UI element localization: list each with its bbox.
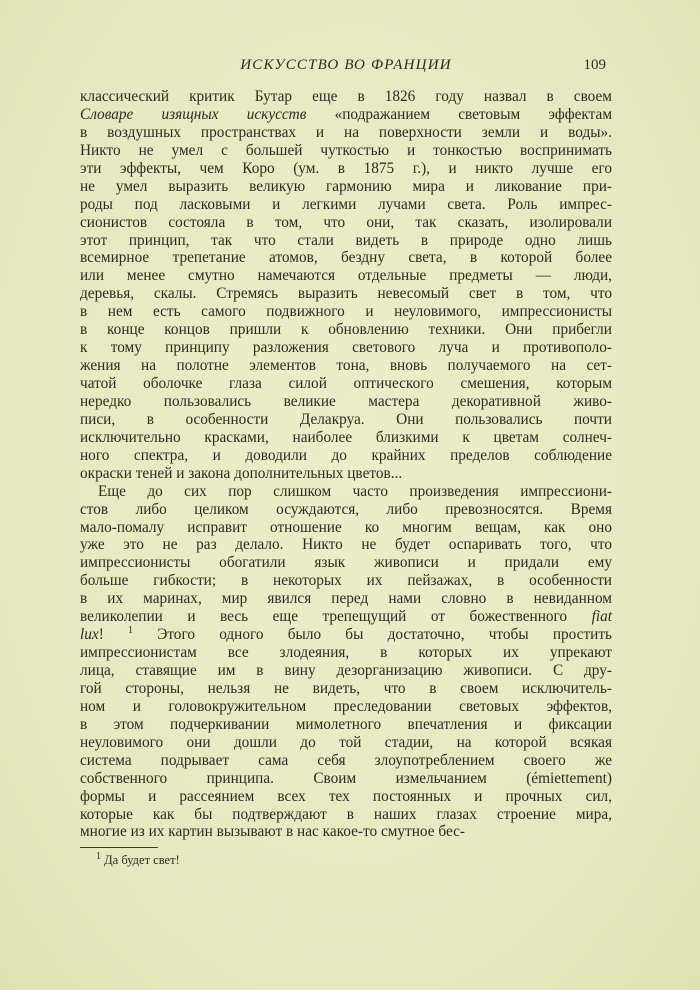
text-line <box>80 285 612 303</box>
text-line <box>80 393 612 411</box>
page-number: 109 <box>583 57 606 73</box>
text-segment: деревья, скалы. Стремясь выразить невесомый свет в том, что <box>80 285 612 303</box>
text-line <box>80 626 612 644</box>
text-line <box>80 806 612 824</box>
text-segment: великолепии и весь еще трепещущий от божественного <box>80 608 592 626</box>
text-line <box>80 716 612 734</box>
text-segment: классический критик Бутар еще в 1826 году назвал в своем <box>80 88 612 105</box>
text-segment: не умел выразить великую гармонию мира и ликование при- <box>80 177 612 195</box>
text-segment: «подражанием световым эффектам <box>306 105 613 123</box>
text-line <box>80 554 612 572</box>
text-segment: импрессионистам все злодеяния, в которых их упрекают <box>80 644 612 662</box>
text-line <box>80 465 612 483</box>
text-segment: роды под ласковыми и легкими лучами света. Роль импрес- <box>80 195 612 213</box>
text-line <box>80 572 612 590</box>
running-title: ИСКУССТВО ВО ФРАНЦИИ <box>240 57 452 73</box>
text-segment: чатой оболочке глаза силой оптического смешения, которым <box>80 375 612 392</box>
text-line <box>80 590 612 608</box>
text-line <box>80 823 612 841</box>
text-segment: в их маринах, мир явился перед нами словно в невиданном <box>80 590 612 608</box>
footnote-text: Да будет свет! <box>104 853 180 867</box>
text-segment: Еще до сих пор слишком часто произведения импрессиони- <box>98 482 612 500</box>
text-segment: исключительно красками, наиболее близкими к цветам солнеч- <box>80 428 612 446</box>
text-segment: формы и рассеянием всех тех постоянных и прочных сил, <box>80 787 612 805</box>
text-segment: нередко пользовались великие мастера декоративной живо- <box>80 392 612 410</box>
text-line <box>80 339 612 357</box>
text-line <box>80 680 612 698</box>
text-segment: лица, ставящие им в вину дезорганизацию живописи. С дру- <box>80 662 612 679</box>
text-line <box>80 267 612 285</box>
text-line <box>80 447 612 465</box>
text-line <box>80 519 612 537</box>
text-line <box>80 429 612 447</box>
text-segment: в нем есть самого подвижного и неуловимого, импрессионисты <box>80 303 612 321</box>
text-segment: в этом подчеркивании мимолетного впечатления и фиксации <box>80 715 612 733</box>
page-header <box>80 57 612 79</box>
text-segment: окраски теней и закона дополнительных цветов... <box>80 464 403 482</box>
text-segment: стов либо целиком осуждаются, либо превозносятся. Время <box>80 500 612 518</box>
text-segment: fiat <box>591 608 612 626</box>
text-segment: этот принцип, так что стали видеть в природе одно лишь <box>80 231 612 249</box>
text-line <box>80 142 612 160</box>
text-line <box>80 752 612 770</box>
text-line <box>80 106 612 124</box>
text-segment: сионистов состояла в том, что они, так сказать, изолировали <box>80 213 612 231</box>
text-line <box>80 178 612 196</box>
text-line <box>80 501 612 519</box>
text-line <box>80 214 612 232</box>
text-line <box>80 788 612 806</box>
text-line <box>80 88 612 106</box>
text-segment: уже это не раз делало. Никто не будет оспаривать того, что <box>80 536 612 554</box>
text-line <box>80 124 612 142</box>
text-line <box>80 196 612 214</box>
text-segment: многие из их картин вызывают в нас какое-то смутное бес- <box>80 823 466 841</box>
text-line <box>80 608 612 626</box>
text-line <box>80 249 612 267</box>
text-segment: Этого одного было бы достаточно, чтобы простить <box>133 626 613 644</box>
text-line <box>80 303 612 321</box>
text-line <box>80 734 612 752</box>
text-line <box>80 483 612 501</box>
text-line <box>80 662 612 680</box>
text-line <box>80 411 612 429</box>
text-segment: которые как бы подтверждают в наших глазах строение мира, <box>80 805 612 823</box>
text-segment: система подрывает сама себя злоупотреблением своего же <box>80 751 612 769</box>
footnote-reference: 1 <box>128 625 134 637</box>
text-segment: писи, в особенности Делакруа. Они пользовались почти <box>80 410 612 428</box>
body-text <box>80 88 612 841</box>
text-segment: Словаре изящных искусств <box>80 105 307 123</box>
footnote-rule <box>80 847 158 848</box>
text-line <box>80 375 612 393</box>
text-line <box>80 160 612 178</box>
text-segment: гой стороны, нельзя не видеть, что в своем исключитель- <box>80 679 612 697</box>
text-segment: собственного принципа. Своим измельчанием (émiettement) <box>80 769 612 787</box>
text-line <box>80 770 612 788</box>
text-line <box>80 698 612 716</box>
text-segment: импрессионисты обогатили язык живописи и придали ему <box>80 554 612 572</box>
text-line <box>80 644 612 662</box>
text-segment: в воздушных пространствах и на поверхности земли и воды». <box>80 123 612 141</box>
text-line <box>80 357 612 375</box>
text-segment: к тому принципу разложения светового луча и противополо- <box>80 339 612 357</box>
text-segment: в конце концов пришли к обновлению техники. Они прибегли <box>80 321 612 339</box>
text-segment: неуловимого они дошли до той стадии, на которой всякая <box>80 733 612 751</box>
footnote-marker: 1 <box>96 850 101 862</box>
text-segment: ! <box>98 626 129 644</box>
text-segment: всемирное трепетание атомов, бездну света, в которой более <box>80 249 612 267</box>
text-segment: больше гибкости; в некоторых их пейзажах, в особенности <box>80 572 612 590</box>
text-segment: lux <box>80 626 99 644</box>
text-segment: ном и головокружительном преследовании световых эффектов, <box>80 697 612 715</box>
text-segment: мало-помалу исправит отношение ко многим вещам, как оно <box>80 518 612 536</box>
text-segment: эти эффекты, чем Коро (ум. в 1875 г.), и никто лучше его <box>80 159 612 177</box>
text-segment: Никто не умел с большей чуткостью и тонкостью воспринимать <box>80 141 612 159</box>
text-segment: жения на полотне элементов тона, вновь получаемого на сет- <box>80 357 612 375</box>
text-line <box>80 232 612 250</box>
text-line <box>80 321 612 339</box>
text-segment: или менее смутно намечаются отдельные предметы — люди, <box>80 267 612 285</box>
footnote <box>96 850 180 868</box>
text-segment: ного спектра, и доводили до крайних пределов соблюдение <box>80 446 612 464</box>
text-line <box>80 536 612 554</box>
